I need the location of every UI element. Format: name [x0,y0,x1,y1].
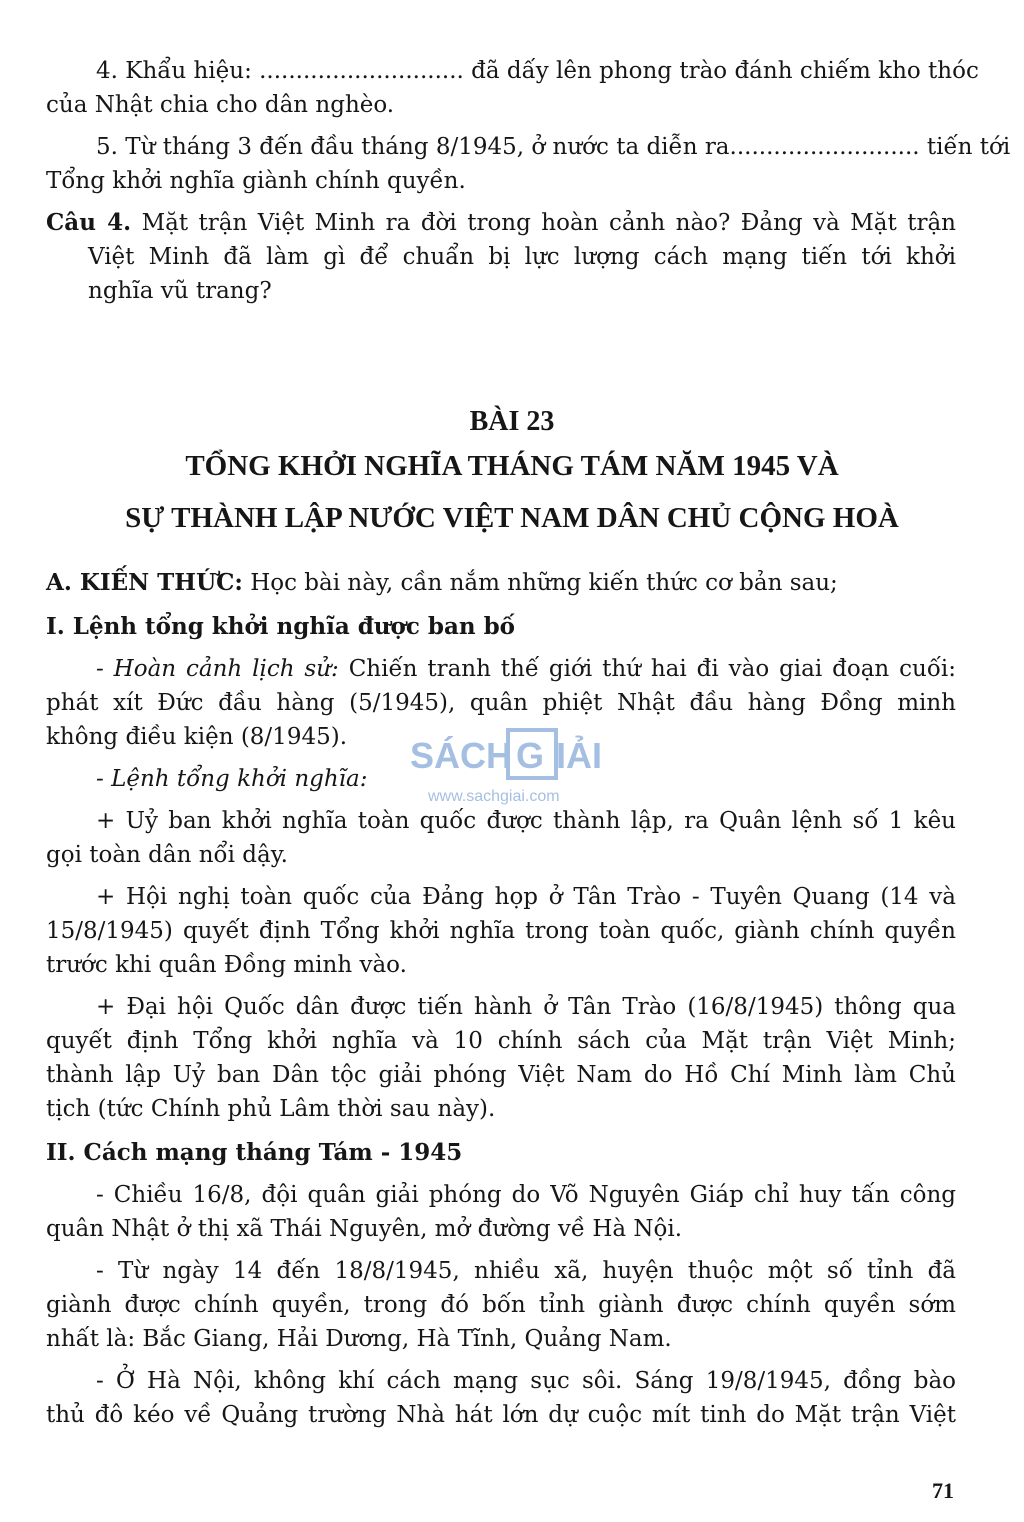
order-point-1-line-1: + Uỷ ban khởi nghĩa toàn quốc được thành lập, ra Quân lệnh số 1 kêu [96,808,956,834]
section-2-p1-line-2: quân Nhật ở thị xã Thái Nguyên, mở đường về Hà Nội. [46,1216,683,1242]
watermark-logo [410,724,620,784]
watermark-text-right: IẢI [556,735,603,776]
question-4-line-3: nghĩa vũ trang? [88,278,272,304]
section-2-p2-line-3: nhất là: Bắc Giang, Hải Dương, Hà Tĩnh, Quảng Nam. [46,1326,672,1352]
section-2-p3-line-2: thủ đô kéo về Quảng trường Nhà hát lớn dự cuộc mít tinh do Mặt trận Việt [46,1402,956,1428]
page-number: 71 [932,1478,954,1503]
section-2-p3-line-1: - Ở Hà Nội, không khí cách mạng sục sôi. Sáng 19/8/1945, đồng bào [96,1368,956,1394]
order-point-3-line-4: tịch (tức Chính phủ Lâm thời sau này). [46,1096,496,1122]
watermark-text-left: SÁCH [410,735,513,776]
section-2-heading: II. Cách mạng tháng Tám - 1945 [46,1139,463,1166]
order-point-3-line-3: thành lập Uỷ ban Dân tộc giải phóng Việt Nam do Hồ Chí Minh làm Chủ [46,1062,956,1088]
background-text: Chiến tranh thế giới thứ hai đi vào giai đoạn cuối: [348,656,957,682]
background-line-3: không điều kiện (8/1945). [46,724,347,750]
section-1-heading: I. Lệnh tổng khởi nghĩa được ban bố [46,613,516,640]
order-point-3-line-1: + Đại hội Quốc dân được tiến hành ở Tân Trào (16/8/1945) thông qua [96,994,956,1020]
question-4-line-2: Việt Minh đã làm gì để chuẩn bị lực lượng cách mạng tiến tới khởi [88,244,956,270]
section-a-label: A. KIẾN THỨC: [46,569,243,596]
order-point-2-line-1: + Hội nghị toàn quốc của Đảng họp ở Tân Trào - Tuyên Quang (14 và [96,884,956,910]
watermark-url: www.sachgiai.com [428,788,560,805]
lesson-title-line-1: TỔNG KHỞI NGHĨA THÁNG TÁM NĂM 1945 VÀ [185,450,839,482]
lesson-title-line-2: SỰ THÀNH LẬP NƯỚC VIỆT NAM DÂN CHỦ CỘNG HOÀ [125,502,899,534]
order-point-3-line-2: quyết định Tổng khởi nghĩa và 10 chính sách của Mặt trận Việt Minh; [46,1028,956,1054]
background-line-2: phát xít Đức đầu hàng (5/1945), quân phiệt Nhật đầu hàng Đồng minh [46,690,956,716]
background-line-1 [96,652,956,686]
question-4-text: Mặt trận Việt Minh ra đời trong hoàn cảnh nào? Đảng và Mặt trận [141,210,956,236]
section-a [46,566,956,600]
exercise-4-line-1: 4. Khẩu hiệu: ............................ đã dấy lên phong trào đánh chiếm kho thóc [96,58,979,84]
order-point-2-line-2: 15/8/1945) quyết định Tổng khởi nghĩa trong toàn quốc, giành chính quyền [46,918,956,944]
lesson-number: BÀI 23 [469,406,555,437]
question-4-line-1 [46,206,956,240]
section-2-p1-line-1: - Chiều 16/8, đội quân giải phóng do Võ Nguyên Giáp chỉ huy tấn công [96,1182,956,1208]
watermark-text-mid: G [516,735,545,776]
order-point-1-line-2: gọi toàn dân nổi dậy. [46,842,288,868]
section-2-p2-line-2: giành được chính quyền, trong đó bốn tỉnh giành được chính quyền sớm [46,1292,956,1318]
section-a-text: Học bài này, cần nắm những kiến thức cơ bản sau; [250,570,838,596]
section-2-p2-line-1: - Từ ngày 14 đến 18/8/1945, nhiều xã, huyện thuộc một số tỉnh đã [96,1258,956,1284]
exercise-5-line-2: Tổng khởi nghĩa giành chính quyền. [46,168,466,194]
order-label: - Lệnh tổng khởi nghĩa: [96,766,368,792]
order-point-2-line-3: trước khi quân Đồng minh vào. [46,952,407,978]
question-4-label: Câu 4. [46,209,132,236]
exercise-4-line-2: của Nhật chia cho dân nghèo. [46,92,395,118]
exercise-5-line-1: 5. Từ tháng 3 đến đầu tháng 8/1945, ở nước ta diễn ra.......................... tiến tới [96,134,1011,160]
background-label: - Hoàn cảnh lịch sử: [96,656,339,682]
sachgiai-watermark [410,724,620,814]
